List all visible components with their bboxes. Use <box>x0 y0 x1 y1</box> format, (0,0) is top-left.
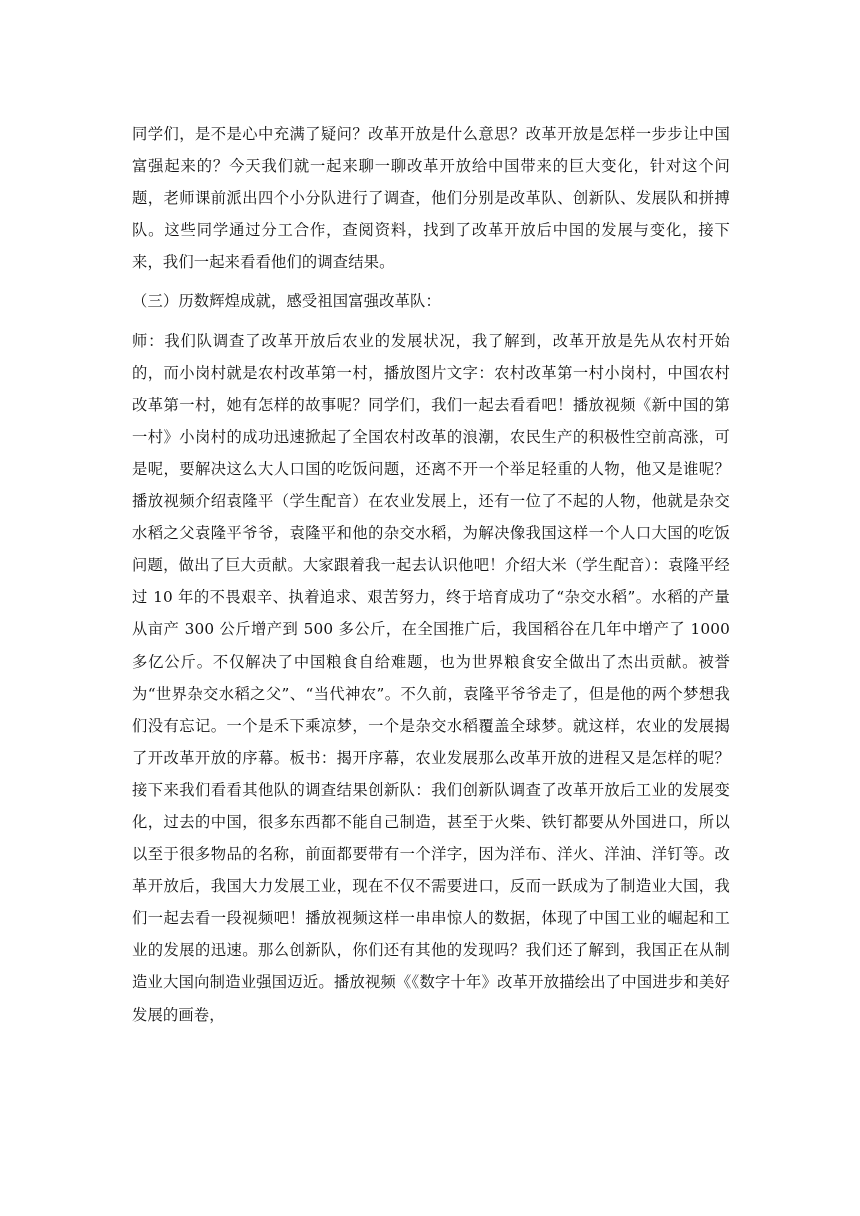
section-heading: （三）历数辉煌成就，感受祖国富强改革队： <box>132 292 441 311</box>
document-body <box>132 118 730 1031</box>
intro-paragraph: 同学们，是不是心中充满了疑问？改革开放是什么意思？改革开放是怎样一步步让中国富强起来的？今天我们就一起来聊一聊改革开放给中国带来的巨大变化，针对这个问题，老师课前派出四个小分队进行了调查，他们分别是改革队、创新队、发展队和拼搏队。这些同学通过分工合作，查阅资料，找到了改革开放后中国的发展与变化，接下来，我们一起来看看他们的调查结果。 <box>132 125 730 272</box>
main-paragraph: 师：我们队调查了改革开放后农业的发展状况，我了解到，改革开放是先从农村开始的，而小岗村就是农村改革第一村，播放图片文字：农村改革第一村小岗村，中国农村改革第一村，她有怎样的故事呢？同学们，我们一起去看看吧！播放视频《新中国的第一村》小岗村的成功迅速掀起了全国农村改革的浪潮，农民生产的积极性空前高涨，可是呢，要解决这么大人口国的吃饭问题，还离不开一个举足轻重的人物，他又是谁呢？播放视频介绍袁隆平（学生配音）在农业发展上，还有一位了不起的人物，他就是杂交水稻之父袁隆平爷爷，袁隆平和他的杂交水稻，为解决像我国这样一个人口大国的吃饭问题，做出了巨大贡献。大家跟着我一起去认识他吧！介绍大米（学生配音）：袁隆平经过 10 年的不畏艰辛、执着追求、艰苦努力，终于培育成功了“杂交水稻”。水稻的产量从亩产 300 公斤增产到 500 多公斤，在全国推广后，我国稻谷在几年中增产了 1000 多亿公斤。不仅解决了中国粮食自给难题，也为世界粮食安全做出了杰出贡献。被誉为“世界杂交水稻之父”、“当代神农”。不久前，袁隆平爷爷走了，但是他的两个梦想我们没有忘记。一个是禾下乘凉梦，一个是杂交水稻覆盖全球梦。就这样，农业的发展揭了开改革开放的序幕。板书：揭开序幕，农业发展那么改革开放的进程又是怎样的呢？接下来我们看看其他队的调查结果创新队：我们创新队调查了改革开放后工业的发展变化，过去的中国，很多东西都不能自己制造，甚至于火柴、铁钉都要从外国进口，所以以至于很多物品的名称，前面都要带有一个洋字，因为洋布、洋火、洋油、洋钉等。改革开放后，我国大力发展工业，现在不仅不需要进口，反而一跃成为了制造业大国，我们一起去看一段视频吧！播放视频这样一串串惊人的数据，体现了中国工业的崛起和工业的发展的迅速。那么创新队，你们还有其他的发现吗？我们还了解到，我国正在从制造业大国向制造业强国迈近。播放视频《《数字十年》改革开放描绘出了中国进步和美好发展的画卷， <box>132 331 730 1024</box>
